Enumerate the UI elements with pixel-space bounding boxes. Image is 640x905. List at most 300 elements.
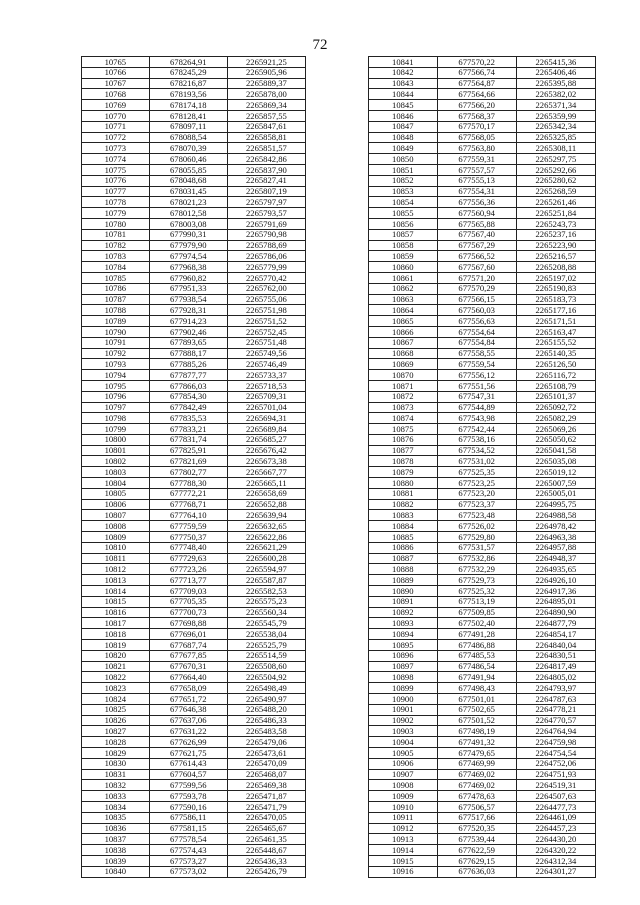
table-row [82,661,306,672]
point-number-cell: 10891 [369,596,438,607]
y-coordinate-cell: 2265050,62 [516,434,595,445]
x-coordinate-cell: 677567,29 [437,240,516,251]
table-row [369,380,596,391]
y-coordinate-cell: 2265041,58 [516,445,595,456]
point-number-cell: 10872 [369,391,438,402]
point-number-cell: 10772 [82,132,150,143]
y-coordinate-cell: 2265116,72 [516,370,595,381]
x-coordinate-cell: 677748,40 [149,542,227,553]
y-coordinate-cell: 2265847,61 [227,121,305,132]
y-coordinate-cell: 2265673,38 [227,456,305,467]
y-coordinate-cell: 2265779,99 [227,262,305,273]
point-number-cell: 10848 [369,132,438,143]
table-row [369,661,596,672]
x-coordinate-cell: 677509,85 [437,607,516,618]
table-row [369,780,596,791]
x-coordinate-cell: 677658,09 [149,683,227,694]
y-coordinate-cell: 2264320,22 [516,845,595,856]
y-coordinate-cell: 2265749,56 [227,348,305,359]
point-number-cell: 10880 [369,478,438,489]
table-body-left [82,57,306,878]
x-coordinate-cell: 677938,54 [149,294,227,305]
y-coordinate-cell: 2265889,37 [227,78,305,89]
table-row [82,801,306,812]
point-number-cell: 10861 [369,272,438,283]
y-coordinate-cell: 2265426,79 [227,866,305,877]
x-coordinate-cell: 677498,19 [437,726,516,737]
table-row [82,380,306,391]
y-coordinate-cell: 2265921,25 [227,57,305,68]
table-row [369,586,596,597]
x-coordinate-cell: 677559,31 [437,154,516,165]
x-coordinate-cell: 677636,03 [437,866,516,877]
table-row [82,402,306,413]
table-row [369,175,596,186]
x-coordinate-cell: 677968,38 [149,262,227,273]
table-row [82,596,306,607]
coordinates-table-left [81,56,306,878]
x-coordinate-cell: 677788,30 [149,478,227,489]
y-coordinate-cell: 2265140,35 [516,348,595,359]
y-coordinate-cell: 2265005,01 [516,488,595,499]
y-coordinate-cell: 2265297,75 [516,154,595,165]
x-coordinate-cell: 677469,02 [437,769,516,780]
table-row [369,845,596,856]
point-number-cell: 10859 [369,251,438,262]
x-coordinate-cell: 677498,43 [437,683,516,694]
table-row [369,532,596,543]
x-coordinate-cell: 677547,31 [437,391,516,402]
y-coordinate-cell: 2265163,47 [516,326,595,337]
point-number-cell: 10799 [82,424,150,435]
x-coordinate-cell: 677687,74 [149,640,227,651]
point-number-cell: 10897 [369,661,438,672]
x-coordinate-cell: 677485,53 [437,650,516,661]
y-coordinate-cell: 2264854,17 [516,629,595,640]
x-coordinate-cell: 677833,21 [149,424,227,435]
y-coordinate-cell: 2265667,77 [227,467,305,478]
table-row [369,326,596,337]
point-number-cell: 10783 [82,251,150,262]
x-coordinate-cell: 677626,99 [149,737,227,748]
point-number-cell: 10838 [82,845,150,856]
point-number-cell: 10802 [82,456,150,467]
point-number-cell: 10896 [369,650,438,661]
point-number-cell: 10832 [82,780,150,791]
x-coordinate-cell: 677705,35 [149,596,227,607]
y-coordinate-cell: 2265488,20 [227,704,305,715]
point-number-cell: 10850 [369,154,438,165]
table-row [369,359,596,370]
point-number-cell: 10866 [369,326,438,337]
x-coordinate-cell: 677621,75 [149,748,227,759]
y-coordinate-cell: 2265126,50 [516,359,595,370]
point-number-cell: 10874 [369,413,438,424]
y-coordinate-cell: 2265842,86 [227,154,305,165]
point-number-cell: 10766 [82,67,150,78]
y-coordinate-cell: 2265790,98 [227,229,305,240]
y-coordinate-cell: 2264461,09 [516,812,595,823]
table-row [369,294,596,305]
point-number-cell: 10782 [82,240,150,251]
y-coordinate-cell: 2265436,33 [227,855,305,866]
table-row [369,197,596,208]
table-row [82,564,306,575]
y-coordinate-cell: 2265473,61 [227,748,305,759]
table-row [82,78,306,89]
point-number-cell: 10855 [369,208,438,219]
point-number-cell: 10834 [82,801,150,812]
point-number-cell: 10774 [82,154,150,165]
table-row [82,866,306,877]
point-number-cell: 10890 [369,586,438,597]
y-coordinate-cell: 2265791,69 [227,218,305,229]
table-row [369,402,596,413]
point-number-cell: 10823 [82,683,150,694]
table-row [82,283,306,294]
y-coordinate-cell: 2264457,23 [516,823,595,834]
y-coordinate-cell: 2265770,42 [227,272,305,283]
point-number-cell: 10841 [369,57,438,68]
point-number-cell: 10822 [82,672,150,683]
x-coordinate-cell: 677928,31 [149,305,227,316]
point-number-cell: 10804 [82,478,150,489]
point-number-cell: 10792 [82,348,150,359]
y-coordinate-cell: 2265382,02 [516,89,595,100]
table-row [369,542,596,553]
y-coordinate-cell: 2264948,37 [516,553,595,564]
y-coordinate-cell: 2265155,52 [516,337,595,348]
y-coordinate-cell: 2265470,05 [227,812,305,823]
x-coordinate-cell: 677520,35 [437,823,516,834]
y-coordinate-cell: 2264830,51 [516,650,595,661]
table-row [369,834,596,845]
x-coordinate-cell: 677709,03 [149,586,227,597]
point-number-cell: 10835 [82,812,150,823]
table-row [82,272,306,283]
table-row [369,521,596,532]
table-row [82,229,306,240]
x-coordinate-cell: 677573,27 [149,855,227,866]
y-coordinate-cell: 2264507,63 [516,791,595,802]
table-row [82,855,306,866]
x-coordinate-cell: 677651,72 [149,694,227,705]
point-number-cell: 10863 [369,294,438,305]
point-number-cell: 10892 [369,607,438,618]
x-coordinate-cell: 677517,66 [437,812,516,823]
point-number-cell: 10800 [82,434,150,445]
x-coordinate-cell: 677713,77 [149,575,227,586]
table-row [82,110,306,121]
point-number-cell: 10873 [369,402,438,413]
point-number-cell: 10809 [82,532,150,543]
x-coordinate-cell: 677990,31 [149,229,227,240]
x-coordinate-cell: 677570,17 [437,121,516,132]
y-coordinate-cell: 2265019,12 [516,467,595,478]
x-coordinate-cell: 677802,77 [149,467,227,478]
table-row [82,683,306,694]
point-number-cell: 10806 [82,499,150,510]
y-coordinate-cell: 2265268,59 [516,186,595,197]
y-coordinate-cell: 2265486,33 [227,715,305,726]
point-number-cell: 10916 [369,866,438,877]
point-number-cell: 10904 [369,737,438,748]
x-coordinate-cell: 677614,43 [149,758,227,769]
x-coordinate-cell: 677469,02 [437,780,516,791]
x-coordinate-cell: 677478,63 [437,791,516,802]
x-coordinate-cell: 677531,57 [437,542,516,553]
x-coordinate-cell: 677581,15 [149,823,227,834]
x-coordinate-cell: 677539,44 [437,834,516,845]
table-row [369,218,596,229]
y-coordinate-cell: 2265007,59 [516,478,595,489]
point-number-cell: 10808 [82,521,150,532]
y-coordinate-cell: 2265471,79 [227,801,305,812]
point-number-cell: 10833 [82,791,150,802]
point-number-cell: 10767 [82,78,150,89]
x-coordinate-cell: 677764,10 [149,510,227,521]
x-coordinate-cell: 678128,41 [149,110,227,121]
point-number-cell: 10813 [82,575,150,586]
x-coordinate-cell: 677700,73 [149,607,227,618]
x-coordinate-cell: 678088,54 [149,132,227,143]
table-row [369,305,596,316]
table-body-right [369,57,596,878]
point-number-cell: 10865 [369,316,438,327]
point-number-cell: 10831 [82,769,150,780]
point-number-cell: 10903 [369,726,438,737]
point-number-cell: 10811 [82,553,150,564]
x-coordinate-cell: 677696,01 [149,629,227,640]
y-coordinate-cell: 2265371,34 [516,100,595,111]
y-coordinate-cell: 2265665,11 [227,478,305,489]
table-row [369,424,596,435]
point-number-cell: 10816 [82,607,150,618]
table-row [82,640,306,651]
x-coordinate-cell: 677914,23 [149,316,227,327]
y-coordinate-cell: 2265752,45 [227,326,305,337]
table-row [82,57,306,68]
point-number-cell: 10839 [82,855,150,866]
y-coordinate-cell: 2264957,88 [516,542,595,553]
x-coordinate-cell: 677554,84 [437,337,516,348]
y-coordinate-cell: 2264926,10 [516,575,595,586]
y-coordinate-cell: 2265069,26 [516,424,595,435]
y-coordinate-cell: 2265905,96 [227,67,305,78]
y-coordinate-cell: 2265292,66 [516,164,595,175]
point-number-cell: 10881 [369,488,438,499]
point-number-cell: 10905 [369,748,438,759]
y-coordinate-cell: 2265676,42 [227,445,305,456]
x-coordinate-cell: 678031,45 [149,186,227,197]
y-coordinate-cell: 2265694,31 [227,413,305,424]
point-number-cell: 10796 [82,391,150,402]
x-coordinate-cell: 677586,11 [149,812,227,823]
point-number-cell: 10877 [369,445,438,456]
y-coordinate-cell: 2264840,04 [516,640,595,651]
point-number-cell: 10830 [82,758,150,769]
x-coordinate-cell: 677772,21 [149,488,227,499]
point-number-cell: 10770 [82,110,150,121]
x-coordinate-cell: 677523,37 [437,499,516,510]
point-number-cell: 10828 [82,737,150,748]
table-row [82,726,306,737]
table-row [82,769,306,780]
point-number-cell: 10887 [369,553,438,564]
point-number-cell: 10829 [82,748,150,759]
table-row [82,100,306,111]
x-coordinate-cell: 677529,73 [437,575,516,586]
x-coordinate-cell: 678021,23 [149,197,227,208]
point-number-cell: 10879 [369,467,438,478]
x-coordinate-cell: 677544,89 [437,402,516,413]
x-coordinate-cell: 677556,12 [437,370,516,381]
point-number-cell: 10812 [82,564,150,575]
x-coordinate-cell: 677501,52 [437,715,516,726]
y-coordinate-cell: 2265406,46 [516,67,595,78]
x-coordinate-cell: 677974,54 [149,251,227,262]
x-coordinate-cell: 677825,91 [149,445,227,456]
x-coordinate-cell: 677554,31 [437,186,516,197]
y-coordinate-cell: 2265479,06 [227,737,305,748]
y-coordinate-cell: 2265082,29 [516,413,595,424]
y-coordinate-cell: 2265797,97 [227,197,305,208]
x-coordinate-cell: 678264,91 [149,57,227,68]
x-coordinate-cell: 677531,02 [437,456,516,467]
point-number-cell: 10797 [82,402,150,413]
point-number-cell: 10886 [369,542,438,553]
y-coordinate-cell: 2265751,98 [227,305,305,316]
table-row [82,424,306,435]
x-coordinate-cell: 677571,20 [437,272,516,283]
point-number-cell: 10909 [369,791,438,802]
x-coordinate-cell: 677486,88 [437,640,516,651]
x-coordinate-cell: 677831,74 [149,434,227,445]
y-coordinate-cell: 2265171,51 [516,316,595,327]
y-coordinate-cell: 2264770,57 [516,715,595,726]
y-coordinate-cell: 2264995,75 [516,499,595,510]
point-number-cell: 10867 [369,337,438,348]
table-row [369,801,596,812]
y-coordinate-cell: 2264312,34 [516,855,595,866]
table-row [369,866,596,877]
x-coordinate-cell: 678245,29 [149,67,227,78]
x-coordinate-cell: 678060,46 [149,154,227,165]
point-number-cell: 10914 [369,845,438,856]
y-coordinate-cell: 2265837,90 [227,164,305,175]
point-number-cell: 10894 [369,629,438,640]
x-coordinate-cell: 677523,25 [437,478,516,489]
y-coordinate-cell: 2265216,57 [516,251,595,262]
y-coordinate-cell: 2264817,49 [516,661,595,672]
point-number-cell: 10840 [82,866,150,877]
y-coordinate-cell: 2265733,37 [227,370,305,381]
table-row [82,186,306,197]
x-coordinate-cell: 677759,59 [149,521,227,532]
table-row [82,143,306,154]
x-coordinate-cell: 677564,66 [437,89,516,100]
x-coordinate-cell: 677566,52 [437,251,516,262]
point-number-cell: 10869 [369,359,438,370]
table-row [82,251,306,262]
y-coordinate-cell: 2264988,58 [516,510,595,521]
table-row [369,629,596,640]
point-number-cell: 10807 [82,510,150,521]
point-number-cell: 10889 [369,575,438,586]
table-row [82,780,306,791]
x-coordinate-cell: 677491,94 [437,672,516,683]
table-row [369,337,596,348]
y-coordinate-cell: 2265594,97 [227,564,305,575]
table-row [369,121,596,132]
point-number-cell: 10847 [369,121,438,132]
table-row [369,316,596,327]
point-number-cell: 10908 [369,780,438,791]
x-coordinate-cell: 677578,54 [149,834,227,845]
x-coordinate-cell: 677556,63 [437,316,516,327]
y-coordinate-cell: 2264787,63 [516,694,595,705]
table-row [82,618,306,629]
x-coordinate-cell: 677646,38 [149,704,227,715]
point-number-cell: 10913 [369,834,438,845]
table-row [82,121,306,132]
table-row [369,488,596,499]
table-row [369,445,596,456]
x-coordinate-cell: 677501,01 [437,694,516,705]
point-number-cell: 10791 [82,337,150,348]
table-row [82,154,306,165]
x-coordinate-cell: 677559,54 [437,359,516,370]
point-number-cell: 10845 [369,100,438,111]
point-number-cell: 10794 [82,370,150,381]
table-row [82,337,306,348]
x-coordinate-cell: 677551,56 [437,380,516,391]
x-coordinate-cell: 677590,16 [149,801,227,812]
x-coordinate-cell: 677532,86 [437,553,516,564]
x-coordinate-cell: 678003,08 [149,218,227,229]
x-coordinate-cell: 677532,29 [437,564,516,575]
y-coordinate-cell: 2265560,34 [227,607,305,618]
x-coordinate-cell: 678216,87 [149,78,227,89]
point-number-cell: 10888 [369,564,438,575]
table-row [369,737,596,748]
table-row [82,510,306,521]
y-coordinate-cell: 2265514,59 [227,650,305,661]
x-coordinate-cell: 677567,40 [437,229,516,240]
x-coordinate-cell: 677554,64 [437,326,516,337]
table-row [369,564,596,575]
table-row [369,154,596,165]
point-number-cell: 10883 [369,510,438,521]
y-coordinate-cell: 2265755,06 [227,294,305,305]
y-coordinate-cell: 2264759,98 [516,737,595,748]
x-coordinate-cell: 677542,44 [437,424,516,435]
x-coordinate-cell: 677563,80 [437,143,516,154]
y-coordinate-cell: 2265622,86 [227,532,305,543]
x-coordinate-cell: 677622,59 [437,845,516,856]
y-coordinate-cell: 2265237,16 [516,229,595,240]
point-number-cell: 10820 [82,650,150,661]
point-number-cell: 10858 [369,240,438,251]
point-number-cell: 10787 [82,294,150,305]
table-row [82,445,306,456]
point-number-cell: 10789 [82,316,150,327]
table-row [82,175,306,186]
y-coordinate-cell: 2265490,97 [227,694,305,705]
y-coordinate-cell: 2265718,53 [227,380,305,391]
x-coordinate-cell: 677565,88 [437,218,516,229]
x-coordinate-cell: 677543,98 [437,413,516,424]
